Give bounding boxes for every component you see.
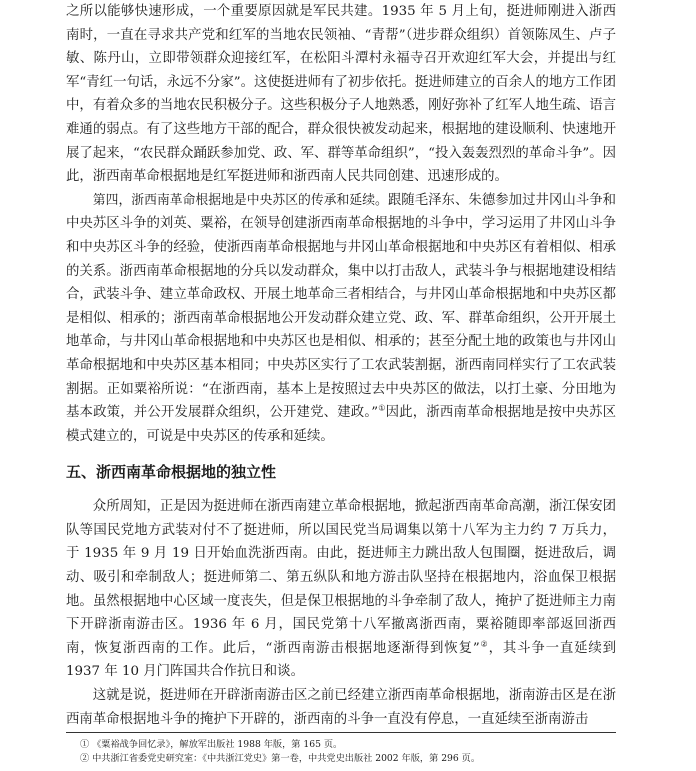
- paragraph-3: [66, 495, 616, 684]
- footnote-ref-1[interactable]: ①: [378, 403, 386, 413]
- footnotes: [66, 732, 616, 766]
- paragraph-2-lead: 第四，浙西南革命根据地是中央苏区的传承和延续。: [92, 192, 388, 208]
- paragraph-2-body: 跟随毛泽东、朱德参加过井冈山斗争和中央苏区斗争的刘英、粟裕，在领导创建浙西南革命根据地的斗争中，学习运用了井冈山斗争和中央苏区斗争的经验，使浙西南革命根据地与井冈山革命根据地和中央苏区有着相似、相承的关系。浙西南革命根据地的分兵以发动群众，集中以打击敌人，武装斗争与根据地建设相结合，武装斗争、建立革命政权、开展土地革命三者相结合，与井冈山革命根据地和中央苏区都是相似、相承的；浙西南革命根据地公开发动群众建立党、政、军、群革命组织，公开开展土地革命，与井冈山革命根据地和中央苏区也是相似、相承的；甚至分配土地的政策也与井冈山革命根据地和中央苏区基本相同；中央苏区实行了工农武装割据，浙西南同样实行了工农武装割据。正如粟裕所说：“在浙西南，基本上是按照过去中央苏区的做法，以打土豪、分田地为基本政策，并公开发展群众组织，公开建党、建政。”: [66, 192, 617, 421]
- section-heading: 五、浙西南革命根据地的独立性: [66, 463, 277, 482]
- paragraph-4: 这就是说，挺进师在开辟浙南游击区之前已经建立浙西南革命根据地，浙南游击区是在浙西南革命根据地斗争的掩护下开辟的，浙西南的斗争一直没有停息，一直延续至浙南游击: [66, 688, 616, 727]
- paragraph-3-end: ，其斗争一直延续到 1937 年 10 月门阵国共合作抗日和谈。: [66, 640, 617, 680]
- footnote-ref-2[interactable]: ②: [479, 639, 489, 649]
- footnote-1: ① 《粟裕战争回忆录》，解放军出版社 1988 年版，第 165 页。: [80, 739, 343, 750]
- paragraph-2-end: 因此，浙西南革命根据地是按中央苏区模式建立的，可说是中央苏区的传承和延续。: [66, 405, 616, 444]
- footnote-2: ② 中共浙江省委党史研究室：《中共浙江党史》第一卷，中共党史出版社 2002 年版，第 296 页。: [80, 753, 481, 764]
- paragraph-2: [66, 189, 616, 449]
- paragraph-1: 之所以能够快速形成，一个重要原因就是军民共建。1935 年 5 月上旬，挺进师刚进入浙西南时，一直在寻求共产党和红军的当地农民领袖、“青帮”（进步群众组织）首领陈凤生、卢子敏、陈丹山，立即带领群众迎接红军，在松阳斗潭村永福寺召开欢迎红军大会，并提出与红军“青红一句话，永远不分家”。这使挺进师有了初步依托。挺进师建立的百余人的地方工作团中，有着众多的当地农民积极分子。这些积极分子人地熟悉，刚好弥补了红军人地生疏、语言难通的弱点。有了这些地方干部的配合，群众很快被发动起来，根据地的建设顺利、快速地开展了起来，“农民群众踊跃参加党、政、军、群等革命组织”，“投入轰轰烈烈的革命斗争”。因此，浙西南革命根据地是红军挺进师和浙西南人民共同创建、迅速形成的。: [66, 4, 616, 185]
- body-text: [66, 0, 616, 731]
- paragraph-3-body: 众所周知，正是因为挺进师在浙西南建立革命根据地，掀起浙西南革命高潮，浙江保安团队等国民党地方武装对付不了挺进师，所以国民党当局调集以第十八军为主力约 7 万兵力，于 1935 年 9 月 19 日开始血洗浙西南。由此，挺进师主力跳出敌人包围圈，挺进敌后，调动、吸引和牵制敌人；挺进师第二、第五纵队和地方游击队坚持在根据地内，浴血保卫根据地。虽然根据地中心区域一度丧失，但是保卫根据地的斗争牵制了敌人，掩护了挺进师主力南下开辟浙南游击区。1936 年 6 月，国民党第十八军撤离浙西南，粟裕随即率部返回浙西南，恢复浙西南的工作。此后，“浙西南游击根据地逐渐得到恢复”: [66, 499, 616, 656]
